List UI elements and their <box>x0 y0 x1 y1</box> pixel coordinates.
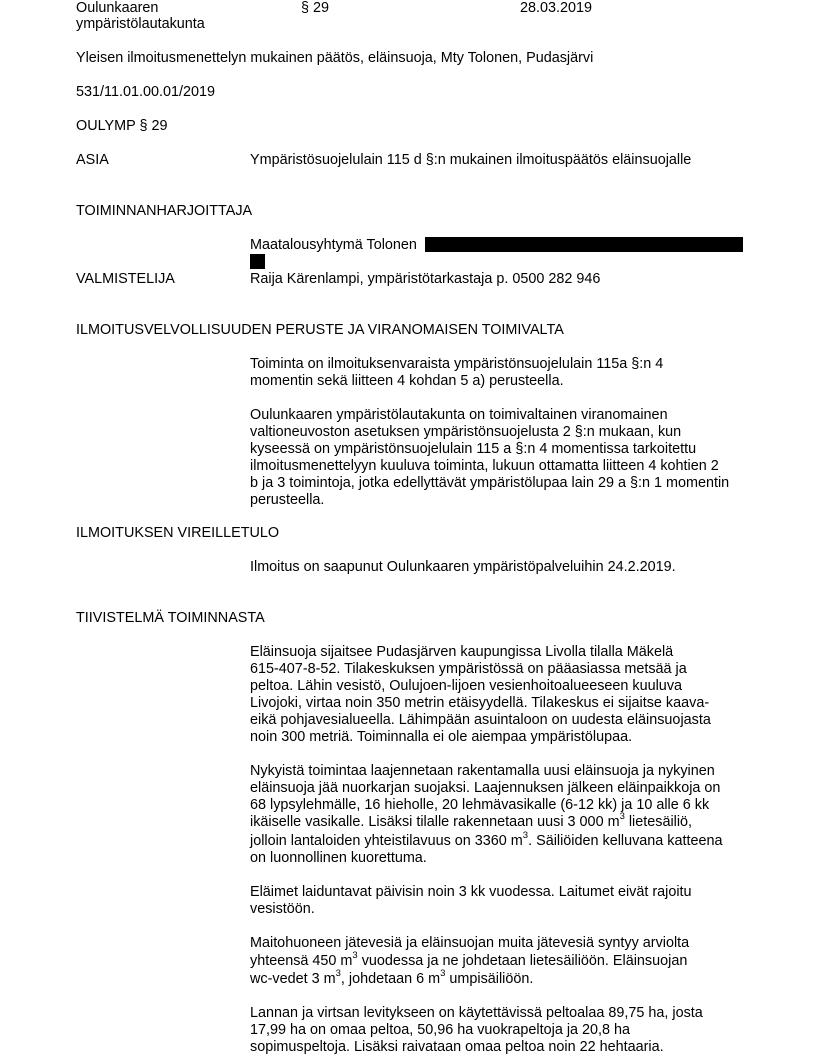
basis-paragraph-1-line: momentin sekä liitteen 4 kohdan 5 a) perusteella. <box>250 373 564 389</box>
diary-number: 531/11.01.00.01/2019 <box>76 84 215 100</box>
basis-paragraph-2-line: perusteella. <box>250 492 325 508</box>
basis-paragraph-2-line: b ja 3 toimintoja, jotka edellyttävät ympäristölupaa lain 29 a §:n 1 momentin <box>250 475 730 491</box>
summary-line: 68 lypsylehmälle, 16 hieholle, 20 lehmävasikalle (6-12 kk) ja 10 alle 6 kk <box>250 797 710 813</box>
summary-line: noin 300 metriä. Toiminnalla ei ole aiempaa ympäristölupaa. <box>250 729 633 745</box>
summary-line: ikäiselle vasikalle. Lisäksi tilalle rakennetaan uusi 3 000 $m^3$ lietesäiliö, <box>250 811 693 830</box>
basis-paragraph-1-line: Toiminta on ilmoituksenvaraista ympäristönsuojelulain 115a §:n 4 <box>250 356 664 372</box>
operator-heading: TOIMINNANHARJOITTAJA <box>76 203 253 219</box>
basis-heading: ILMOITUSVELVOLLISUUDEN PERUSTE JA VIRANOMAISEN TOIMIVALTA <box>76 322 564 338</box>
summary-line: vesistöön. <box>250 901 315 917</box>
section-number: § 29 <box>301 0 330 16</box>
summary-line: peltoa. Lähin vesistö, Oulujoen-lijoen vesienhoitoalueeseen kuuluva <box>250 678 683 694</box>
summary-line: sopimuspeltoja. Lisäksi raivataan omaa peltoa noin 22 hehtaaria. <box>250 1039 664 1055</box>
preparer-label: VALMISTELIJA <box>76 271 175 287</box>
summary-line: Livojoki, virtaa noin 350 metrin etäisyydellä. Tilakeskus ei sijaitse kaava- <box>250 695 710 711</box>
organization-name-line1: Oulunkaaren <box>76 0 159 16</box>
summary-line: 17,99 ha on omaa peltoa, 50,96 ha vuokrapeltoja ja 20,8 ha <box>250 1022 631 1038</box>
summary-line: 615-407-8-52. Tilakeskuksen ympäristössä on pääasiassa metsää ja <box>250 661 687 677</box>
summary-line: Lannan ja virtsan levitykseen on käytettävissä peltoalaa 89,75 ha, josta <box>250 1005 703 1021</box>
operator-name: Maatalousyhtymä Tolonen <box>250 237 417 253</box>
basis-paragraph-2-line: ilmoitusmenettelyyn kuuluva toiminta, lukuun ottamatta liitteen 4 kohtien 2 <box>250 458 719 474</box>
summary-line: eläinsuoja jää nuorkarjan suojaksi. Laajennuksen jälkeen eläinpaikkoja on <box>250 780 721 796</box>
summary-line: eikä pohjavesialueella. Lähimpään asuintaloon on uudesta eläinsuojasta <box>250 712 711 728</box>
summary-line: Eläinsuoja sijaitsee Pudasjärven kaupungissa Livolla tilalla Mäkelä <box>250 644 674 660</box>
summary-heading: TIIVISTELMÄ TOIMINNASTA <box>76 610 265 626</box>
summary-line: Nykyistä toimintaa laajennetaan rakentamalla uusi eläinsuoja ja nykyinen <box>250 763 715 779</box>
summary-line: Eläimet laiduntavat päivisin noin 3 kk vuodessa. Laitumet eivät rajoitu <box>250 884 692 900</box>
basis-paragraph-2-line: valtioneuvoston asetuksen ympäristönsuojelusta 2 §:n mukaan, kun <box>250 424 682 440</box>
basis-paragraph-2-line: kyseessä on ympäristönsuojelulain 115 a §:n 4 momentissa tarkoitettu <box>250 441 697 457</box>
summary-line: wc-vedet 3 $m^3$, johdetaan 6 $m^3$ umpisäiliöön. <box>250 968 534 987</box>
basis-paragraph-2-line: Oulunkaaren ympäristölautakunta on toimivaltainen viranomainen <box>250 407 668 423</box>
organization-name-line2: ympäristölautakunta <box>76 16 205 32</box>
summary-line: yhteensä 450 $m^3$ vuodessa ja ne johdetaan lietesäiliöön. Eläinsuojan <box>250 950 688 969</box>
summary-line: jolloin lantaloiden yhteistilavuus on 3360 $m^3$. Säiliöiden kelluvana katteena <box>250 830 723 849</box>
meeting-reference: OULYMP § 29 <box>76 118 168 134</box>
redaction-bar <box>250 254 265 269</box>
pending-text: Ilmoitus on saapunut Oulunkaaren ympäristöpalveluihin 24.2.2019. <box>250 559 676 575</box>
document-date: 28.03.2019 <box>520 0 593 16</box>
summary-line: on luonnollinen kuorettuma. <box>250 850 427 866</box>
document-title: Yleisen ilmoitusmenettelyn mukainen päätös, eläinsuoja, Mty Tolonen, Pudasjärvi <box>76 50 594 66</box>
redaction-bar <box>425 237 743 252</box>
summary-line: Maitohuoneen jätevesiä ja eläinsuojan muita jätevesiä syntyy arviolta <box>250 935 690 951</box>
preparer-text: Raija Kärenlampi, ympäristötarkastaja p. 0500 282 946 <box>250 271 601 287</box>
asia-text: Ympäristösuojelulain 115 d §:n mukainen ilmoituspäätös eläinsuojalle <box>250 152 692 168</box>
asia-label: ASIA <box>76 152 109 168</box>
pending-heading: ILMOITUKSEN VIREILLETULO <box>76 525 280 541</box>
